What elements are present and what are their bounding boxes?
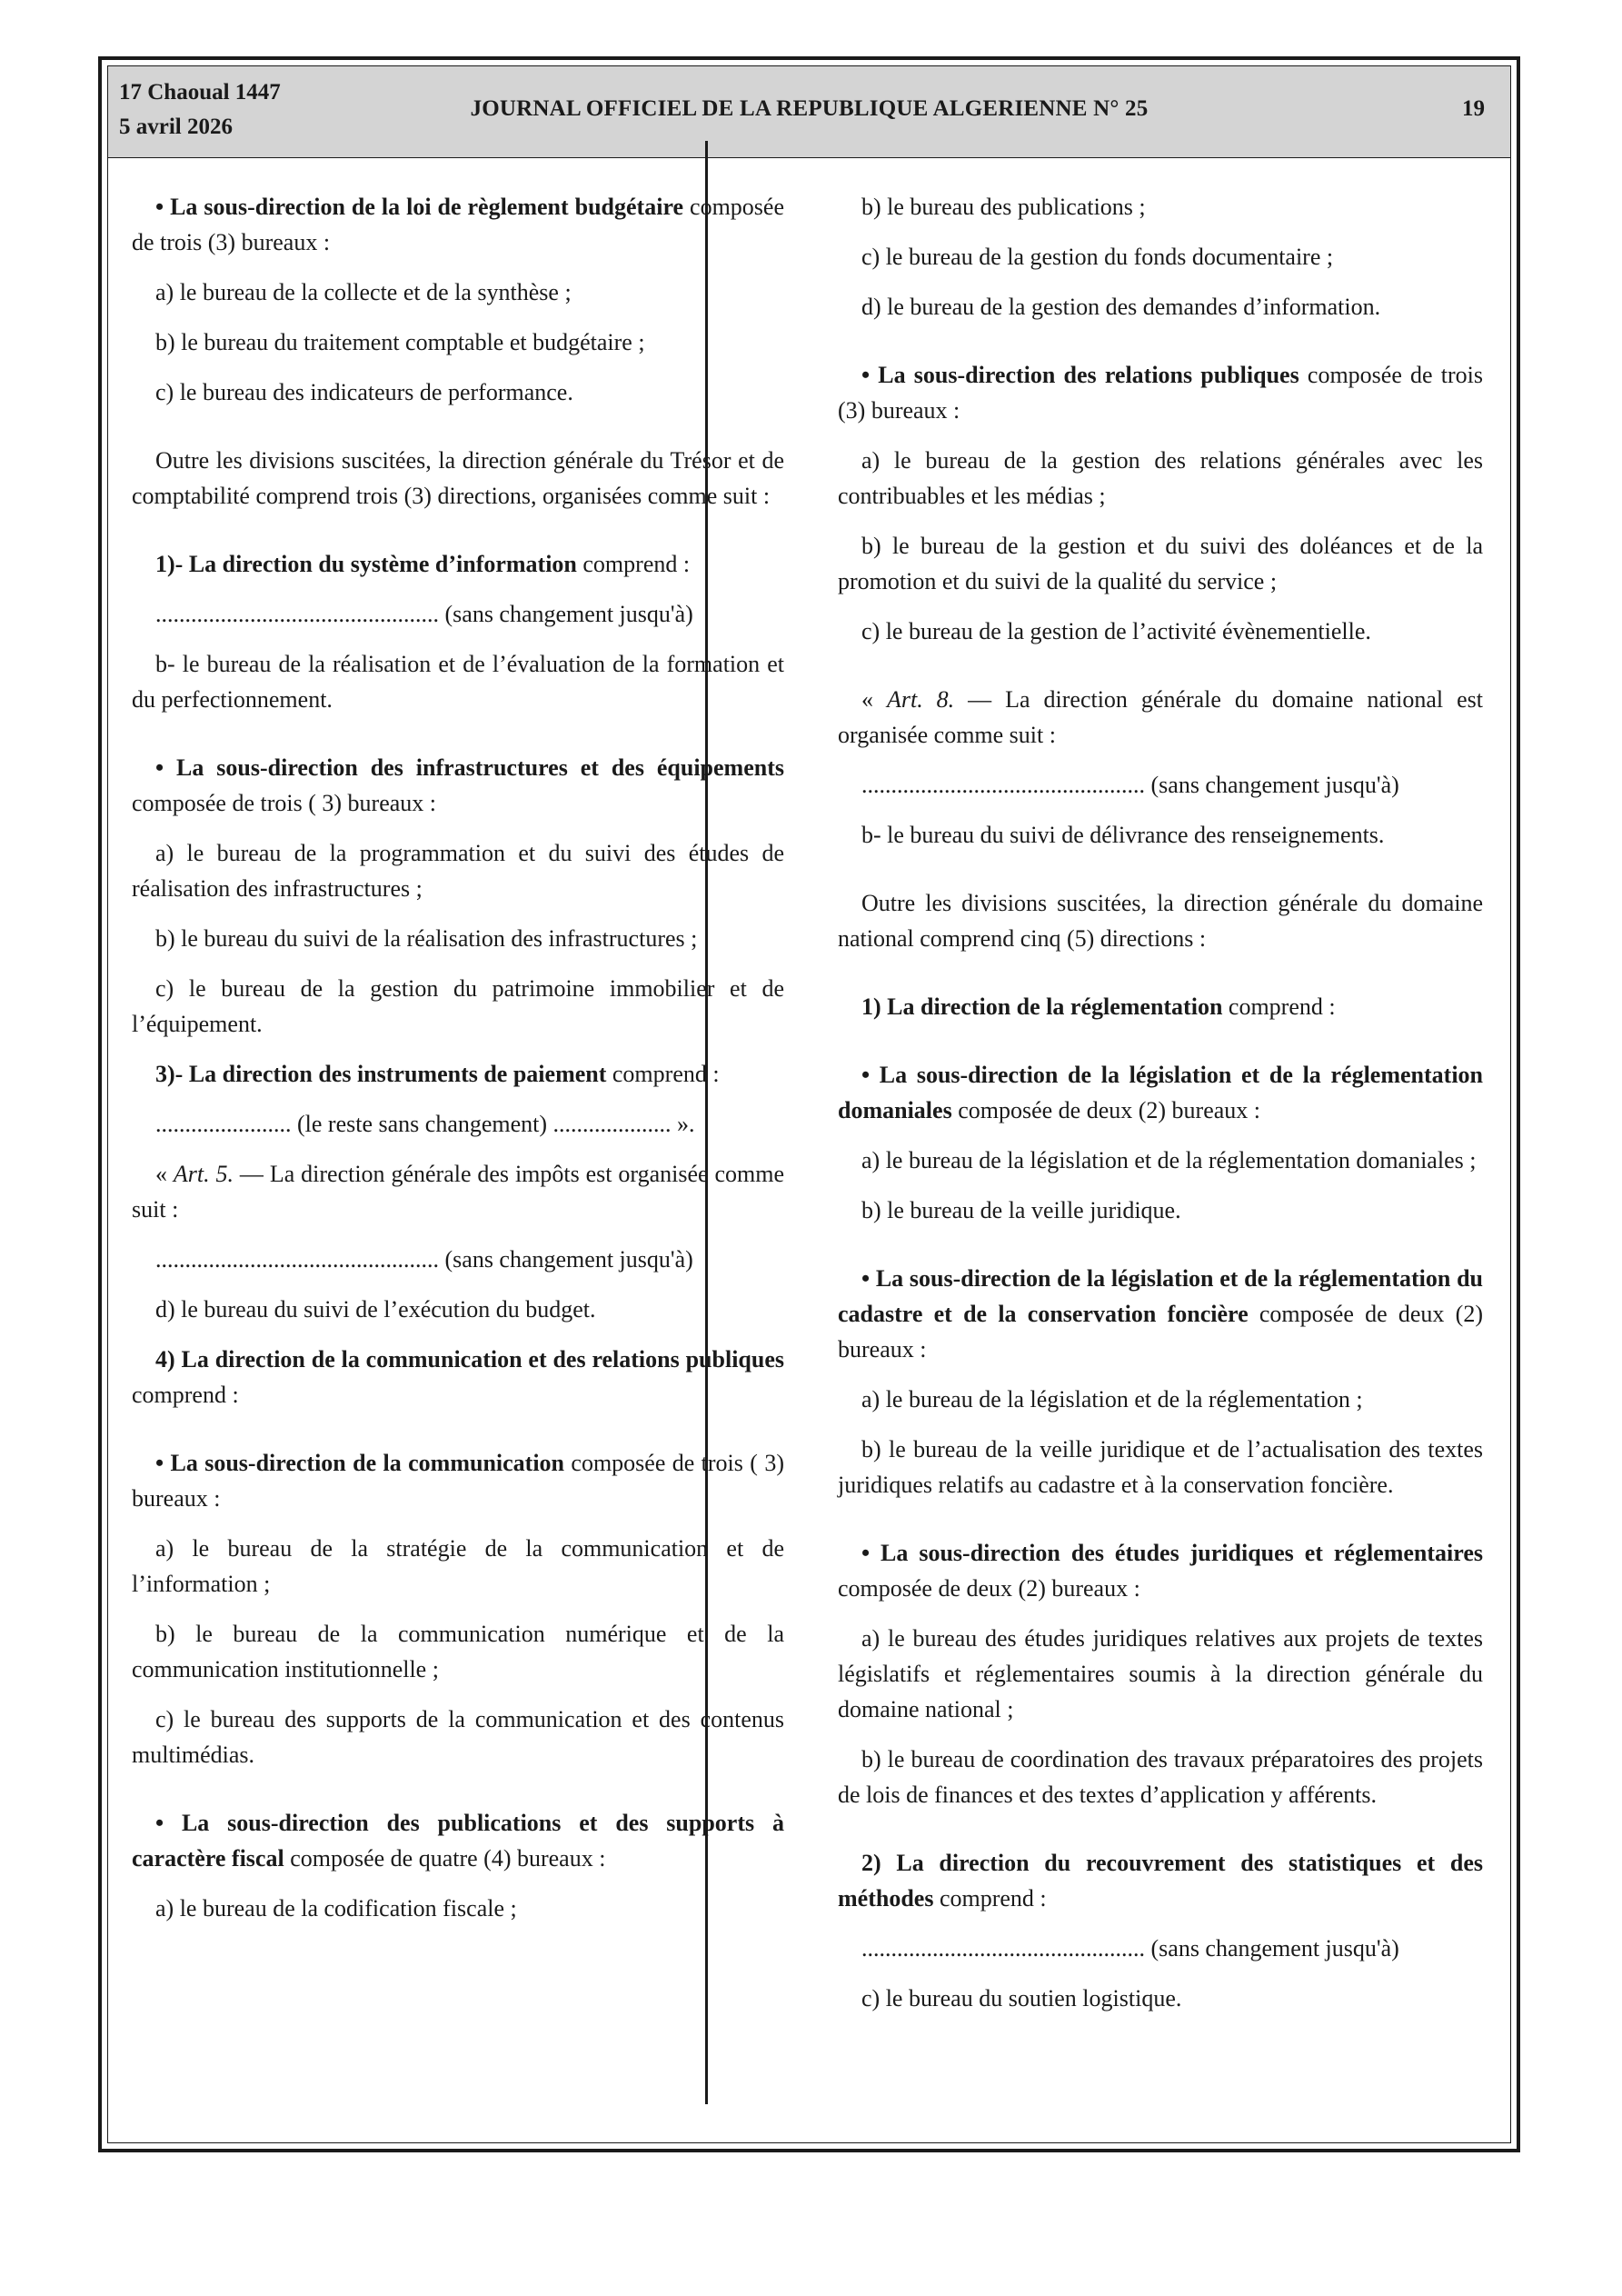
list-item: a) le bureau de la législation et de la réglementation domaniales ; xyxy=(861,1147,1477,1173)
page-number: 19 xyxy=(1462,96,1485,121)
journal-title: JOURNAL OFFICIEL DE LA REPUBLIQUE ALGERIENNE N° 25 xyxy=(470,96,1149,121)
header-date-gregorian: 5 avril 2026 xyxy=(119,115,233,139)
right-column xyxy=(838,189,1483,2031)
list-item: a) le bureau de la gestion des relations générales avec les contribuables et les médias ; xyxy=(838,447,1483,509)
list-item: b) le bureau des publications ; xyxy=(861,194,1146,220)
article-number: Art. 5. xyxy=(173,1161,234,1187)
section-heading: • La sous-direction des publications et des supports à caractère fiscal xyxy=(132,1810,784,1872)
paragraph: 3)- La direction des instruments de paiement comprend : xyxy=(155,1061,720,1087)
article-heading: « Art. 8. — La direction générale du domaine national est organisée comme suit : xyxy=(838,686,1483,748)
paragraph: 2) La direction du recouvrement des statistiques et des méthodes comprend : xyxy=(838,1850,1483,1912)
paragraph: 1) La direction de la réglementation comprend : xyxy=(861,993,1336,1020)
list-item: b) le bureau de la gestion et du suivi des doléances et de la promotion et du suivi de la qualité du service ; xyxy=(838,533,1483,594)
paragraph: 4) La direction de la communication et des relations publiques comprend : xyxy=(132,1346,784,1408)
section-heading: 1)- La direction du système d’information xyxy=(155,551,577,577)
paragraph: Outre les divisions suscitées, la direction générale du domaine national comprend cinq (5) directions : xyxy=(838,890,1483,952)
list-item: b) le bureau de la veille juridique. xyxy=(861,1197,1181,1223)
section-heading: 4) La direction de la communication et des relations publiques xyxy=(155,1346,784,1373)
list-item: a) le bureau de la codification fiscale ; xyxy=(155,1895,517,1922)
list-item: c) le bureau du soutien logistique. xyxy=(861,1985,1182,2011)
page-header xyxy=(108,66,1510,158)
section-heading: • La sous-direction des études juridiques et réglementaires xyxy=(861,1540,1483,1566)
section-heading: • La sous-direction de la communication xyxy=(155,1450,565,1476)
list-item: c) le bureau de la gestion du fonds documentaire ; xyxy=(861,244,1334,270)
section-heading: • La sous-direction de la législation et de la réglementation du cadastre et de la conservation foncière xyxy=(838,1265,1483,1327)
paragraph: • La sous-direction des publications et des supports à caractère fiscal composée de quatre (4) bureaux : xyxy=(132,1810,784,1872)
unchanged-marker: ................................................ (sans changement jusqu'à) xyxy=(155,601,693,627)
paragraph: • La sous-direction de la législation et de la réglementation domaniales composée de deux (2) bureaux : xyxy=(838,1062,1483,1123)
paragraph: • La sous-direction de la législation et de la réglementation du cadastre et de la conservation foncière composée de deux (2) bureaux : xyxy=(838,1265,1483,1363)
paragraph: 1)- La direction du système d’information comprend : xyxy=(155,551,691,577)
list-item: d) le bureau du suivi de l’exécution du budget. xyxy=(155,1296,596,1323)
paragraph: • La sous-direction de la communication composée de trois ( 3) bureaux : xyxy=(132,1450,784,1512)
unchanged-marker: ....................... (le reste sans changement) .................... ». xyxy=(155,1111,695,1137)
list-item: c) le bureau de la gestion de l’activité évènementielle. xyxy=(861,618,1371,644)
paragraph: • La sous-direction de la loi de règlement budgétaire composée de trois (3) bureaux : xyxy=(132,194,785,255)
list-item: b) le bureau de la communication numérique et de la communication institutionnelle ; xyxy=(132,1621,784,1682)
list-item: b) le bureau du suivi de la réalisation des infrastructures ; xyxy=(155,925,698,952)
list-item: b) le bureau de coordination des travaux préparatoires des projets de lois de finances et des textes d’application y afférents. xyxy=(838,1746,1483,1808)
list-item: b- le bureau du suivi de délivrance des renseignements. xyxy=(861,822,1385,848)
list-item: c) le bureau des indicateurs de performance. xyxy=(155,379,573,405)
list-item: a) le bureau de la programmation et du suivi des études de réalisation des infrastructures ; xyxy=(132,840,784,902)
list-item: a) le bureau de la collecte et de la synthèse ; xyxy=(155,279,572,305)
paragraph: • La sous-direction des études juridiques et réglementaires composée de deux (2) bureaux : xyxy=(838,1540,1483,1602)
header-date-hijri: 17 Chaoual 1447 xyxy=(119,80,281,105)
list-item: b) le bureau de la veille juridique et de l’actualisation des textes juridiques relatifs au cadastre et à la conservation foncière. xyxy=(838,1436,1483,1498)
list-item: b- le bureau de la réalisation et de l’évaluation de la formation et du perfectionnement. xyxy=(132,651,784,713)
list-item: d) le bureau de la gestion des demandes d’information. xyxy=(861,294,1381,320)
section-heading: • La sous-direction de la législation et de la réglementation domaniales xyxy=(838,1062,1483,1123)
list-item: a) le bureau de la législation et de la réglementation ; xyxy=(861,1386,1363,1413)
unchanged-marker: ................................................ (sans changement jusqu'à) xyxy=(861,772,1399,798)
section-heading: • La sous-direction des infrastructures et des équipements xyxy=(155,754,784,781)
list-item: b) le bureau du traitement comptable et budgétaire ; xyxy=(155,329,645,355)
list-item: c) le bureau des supports de la communication et des contenus multimédias. xyxy=(132,1706,784,1768)
unchanged-marker: ................................................ (sans changement jusqu'à) xyxy=(155,1246,693,1273)
list-item: a) le bureau de la stratégie de la communication et de l’information ; xyxy=(132,1535,784,1597)
section-heading: 3)- La direction des instruments de paiement xyxy=(155,1061,607,1087)
list-item: c) le bureau de la gestion du patrimoine immobilier et de l’équipement. xyxy=(132,975,784,1037)
list-item: a) le bureau des études juridiques relatives aux projets de textes législatifs et réglementaires soumis à la direction générale du domaine national ; xyxy=(838,1625,1483,1722)
section-heading: • La sous-direction des relations publiques xyxy=(861,362,1299,388)
article-heading: « Art. 5. — La direction générale des impôts est organisée comme suit : xyxy=(132,1161,784,1223)
paragraph: • La sous-direction des relations publiques composée de trois (3) bureaux : xyxy=(838,362,1483,424)
section-heading: 1) La direction de la réglementation xyxy=(861,993,1223,1020)
section-heading: • La sous-direction de la loi de règlement budgétaire xyxy=(155,194,684,220)
left-column xyxy=(132,189,784,1941)
article-number: Art. 8. xyxy=(886,686,955,713)
paragraph: Outre les divisions suscitées, la direction générale du Trésor et de comptabilité comprend trois (3) directions, organisées comme suit : xyxy=(132,447,784,509)
section-heading: 2) La direction du recouvrement des statistiques et des méthodes xyxy=(838,1850,1483,1912)
unchanged-marker: ................................................ (sans changement jusqu'à) xyxy=(861,1935,1399,1962)
paragraph: • La sous-direction des infrastructures et des équipements composée de trois ( 3) bureaux : xyxy=(132,754,784,816)
